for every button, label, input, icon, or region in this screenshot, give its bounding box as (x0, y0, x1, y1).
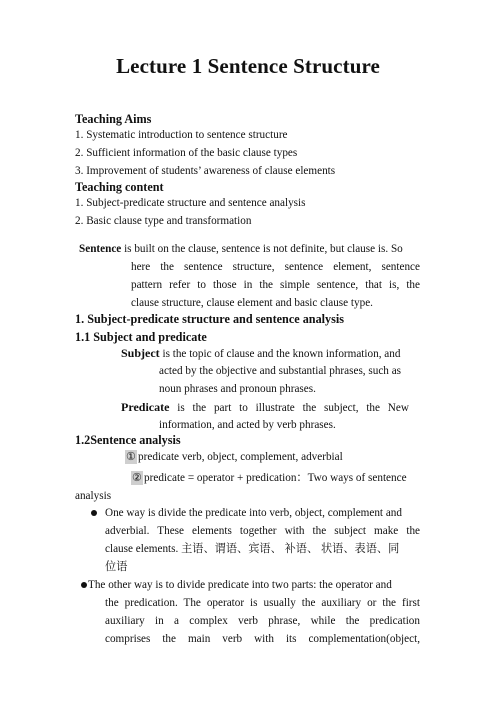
intro-paragraph-line (79, 242, 403, 256)
bullet-line: clause elements. 主语、谓语、宾语、 补语、 状语、表语、同 (105, 543, 400, 555)
bullet-line: 位语 (105, 561, 128, 573)
bullet-line: The other way is to divide predicate into two parts: the operator and (88, 579, 392, 591)
aims-item: 2. Sufficient information of the basic clause types (75, 147, 298, 159)
analysis-text: predicate verb, object, complement, adverbial (138, 451, 343, 463)
subject-term: Subject (121, 346, 160, 360)
subject-definition-line (121, 346, 400, 361)
bullet-line: adverbial. These elements together with the subject make the (105, 525, 420, 537)
teaching-aims-heading: Teaching Aims (75, 112, 152, 126)
sentence-term: Sentence (79, 243, 122, 255)
teaching-content-heading: Teaching content (75, 180, 164, 194)
bullet-line: the predication. The operator is usually the auxiliary or the first (105, 597, 420, 609)
subject-definition-line: noun phrases and pronoun phrases. (159, 383, 316, 395)
predicate-text: is the part to illustrate the subject, the New (169, 402, 409, 414)
analysis-text: predicate = operator + predication：Two ways of sentence (144, 472, 407, 484)
bullet-line: comprises the main verb with its complementation(object, (105, 633, 420, 645)
subject-definition-line: acted by the objective and substantial phrases, such as (159, 365, 402, 377)
subsection-heading: 1.1 Subject and predicate (75, 330, 207, 344)
circled-number-one: ① (126, 451, 137, 463)
bullet-dot (91, 510, 97, 516)
intro-paragraph-line: pattern refer to those in the simple sentence, that is, the (131, 279, 420, 291)
predicate-definition-line: information, and acted by verb phrases. (159, 419, 336, 431)
analysis-continuation: analysis (75, 490, 112, 502)
subject-text: is the topic of clause and the known information, and (159, 348, 401, 360)
analysis-item (131, 471, 407, 485)
circled-number-two: ② (132, 472, 143, 484)
bullet-dot (81, 582, 87, 588)
bullet-line: One way is divide the predicate into verb, object, complement and (105, 507, 402, 519)
predicate-definition-line (121, 400, 409, 415)
subsection-heading: 1.2Sentence analysis (75, 433, 181, 447)
page-title: Lecture 1 Sentence Structure (116, 54, 380, 78)
predicate-term: Predicate (121, 400, 170, 414)
content-item: 1. Subject-predicate structure and sentence analysis (75, 197, 306, 209)
intro-paragraph-line: here the sentence structure, sentence element, sentence (131, 261, 420, 273)
intro-paragraph-line: clause structure, clause element and basic clause type. (131, 297, 373, 309)
content-item: 2. Basic clause type and transformation (75, 215, 252, 227)
aims-item: 1. Systematic introduction to sentence structure (75, 129, 288, 141)
bullet-line: auxiliary in a complex verb phrase, while the predication (105, 615, 420, 627)
aims-item: 3. Improvement of students’ awareness of clause elements (75, 165, 336, 177)
intro-text: is built on the clause, sentence is not definite, but clause is. So (121, 243, 403, 255)
analysis-item (125, 450, 343, 464)
section-heading: 1. Subject-predicate structure and sentence analysis (75, 312, 345, 326)
